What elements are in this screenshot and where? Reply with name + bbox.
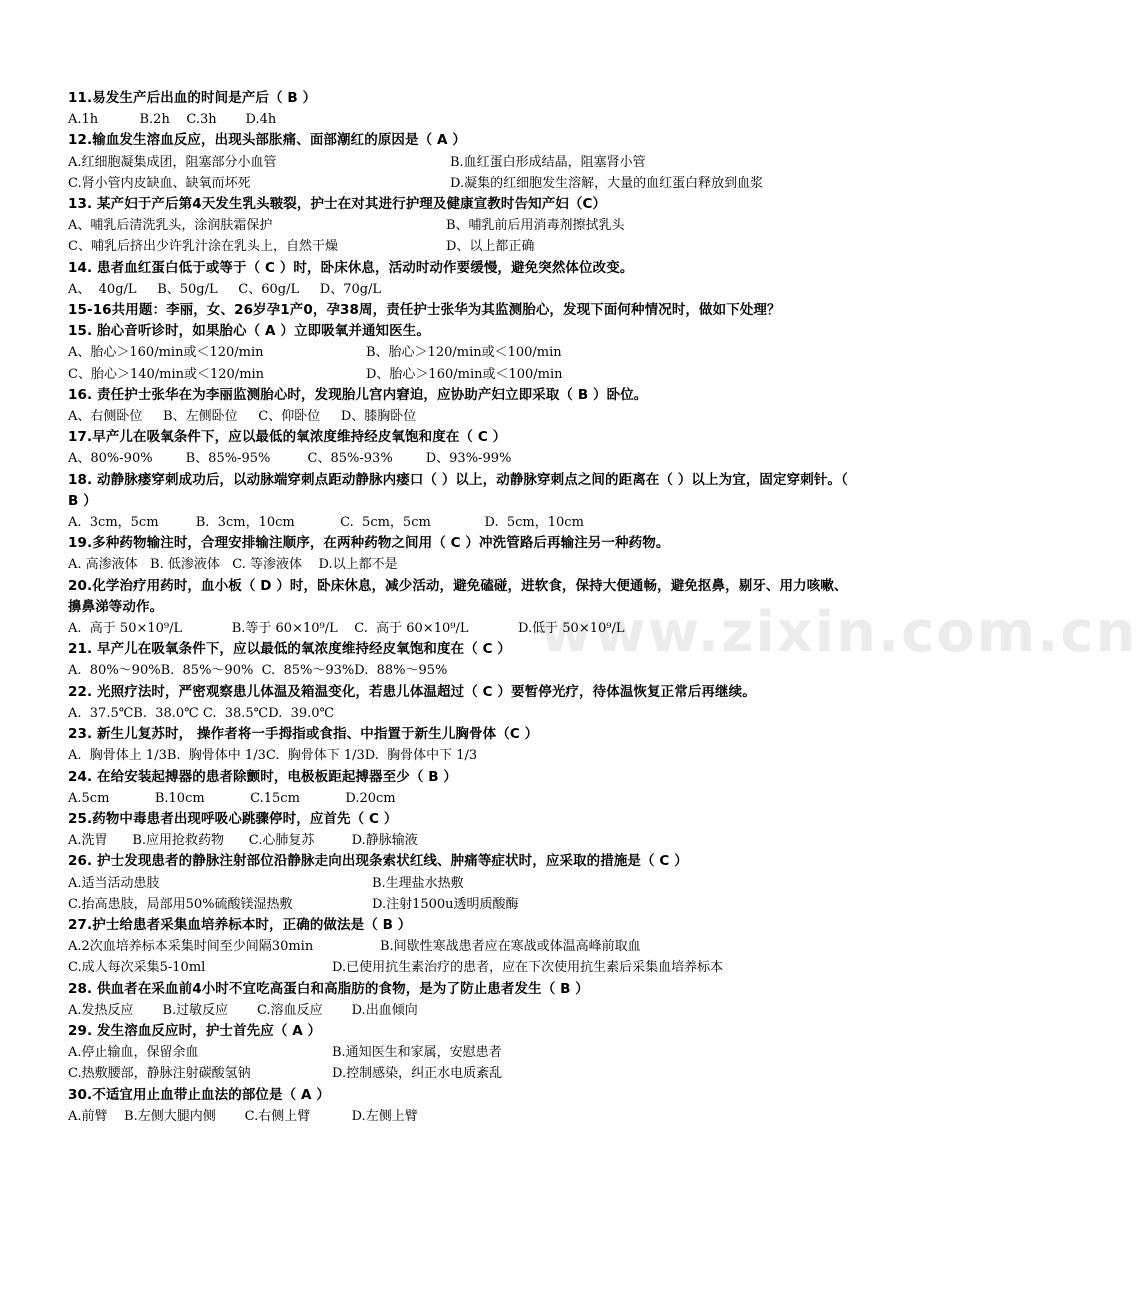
document-page (68, 88, 868, 1127)
option-d: D.已使用抗生素治疗的患者，应在下次使用抗生素后采集血培养标本 (332, 960, 724, 976)
question-20: 20.化学治疗用药时，血小板（ D ）时，卧床休息，减少活动，避免磕碰，进软食，保持大便通畅，避免抠鼻，剔牙、用力咳嗽、擤鼻涕等动作。 (68, 577, 848, 615)
option-b: B、哺乳前后用消毒剂擦拭乳头 (446, 218, 625, 234)
question-21: 21. 早产儿在吸氧条件下，应以最低的氧浓度维持经皮氧饱和度在（ C ） (68, 641, 512, 658)
question-26-options-row2 (68, 894, 868, 915)
question-12-options-row1 (68, 152, 868, 173)
question-13-options-row2 (68, 236, 868, 257)
option-c: C、胎心＞140/min或＜120/min (68, 366, 265, 382)
question-16: 16. 责任护士张华在为李丽监测胎心时，发现胎儿宫内窘迫，应协助产妇立即采取（ B ）卧位。 (68, 386, 648, 403)
option-c: C.成人每次采集5-10ml (68, 960, 206, 976)
option-a: A.适当活动患肢 (68, 875, 160, 891)
question-12: 12.输血发生溶血反应，出现头部胀痛、面部潮红的原因是（ A ） (68, 132, 466, 149)
option-b: B、胎心＞120/min或＜100/min (366, 345, 562, 361)
question-24: 24. 在给安装起搏器的患者除颤时，电极板距起搏器至少（ B ） (68, 768, 458, 785)
question-23-options: A. 胸骨体上 1/3B. 胸骨体中 1/3C. 胸骨体下 1/3D. 胸骨体中下 1/3 (68, 748, 478, 764)
question-11-options: A.1h B.2h C.3h D.4h (68, 112, 277, 128)
question-26: 26. 护士发现患者的静脉注射部位沿静脉走向出现条索状红线、肿痛等症状时，应采取的措施是（ C ） (68, 853, 688, 870)
question-13: 13. 某产妇于产后第4天发生乳头皲裂，护士在对其进行护理及健康宣教时告知产妇（C） (68, 196, 607, 213)
question-11: 11.易发生产后出血的时间是产后（ B ） (68, 90, 317, 106)
question-15-options-row1 (68, 342, 868, 363)
option-d: D、以上都正确 (446, 239, 535, 255)
watermark: www.zixin.com.cn (540, 600, 1138, 665)
option-b: B.间歇性寒战患者应在寒战或体温高峰前取血 (380, 939, 641, 955)
question-15-options-row2 (68, 364, 868, 385)
question-22: 22. 光照疗法时，严密观察患儿体温及箱温变化，若患儿体温超过（ C ）要暂停光疗，待体温恢复正常后再继续。 (68, 683, 756, 700)
question-15: 15. 胎心音听诊时，如果胎心（ A ）立即吸氧并通知医生。 (68, 323, 430, 340)
question-12-options-row2 (68, 173, 868, 194)
question-13-options-row1 (68, 215, 868, 236)
question-29: 29. 发生溶血反应时，护士首先应（ A ） (68, 1022, 322, 1039)
question-25: 25.药物中毒患者出现呼吸心跳骤停时，应首先（ C ） (68, 810, 398, 827)
question-23: 23. 新生儿复苏时， 操作者将一手拇指或食指、中指置于新生儿胸骨体（C ） (68, 726, 539, 743)
question-28: 28. 供血者在采血前4小时不宜吃高蛋白和高脂肪的食物，是为了防止患者发生（ B ） (68, 980, 589, 997)
question-14-options: A、 40g/L B、50g/L C、60g/L D、70g/L (68, 281, 382, 297)
option-a: A.2次血培养标本采集时间至少间隔30min (68, 939, 314, 955)
question-29-options-row2 (68, 1063, 868, 1084)
option-c: C、哺乳后挤出少许乳汁涂在乳头上，自然干燥 (68, 239, 338, 255)
option-c: C.抬高患肢，局部用50%硫酸镁湿热敷 (68, 896, 293, 912)
option-c: C.肾小管内皮缺血、缺氧而坏死 (68, 175, 251, 191)
question-18: 18. 动静脉瘘穿刺成功后，以动脉端穿刺点距动静脉内瘘口（ ）以上，动静脉穿刺点之间的距离在（ ）以上为宜，固定穿刺针。（ B ） (68, 471, 848, 509)
question-30-options: A.前臂 B.左侧大腿内侧 C.右侧上臂 D.左侧上臂 (68, 1108, 418, 1124)
option-a: A.红细胞凝集成团，阻塞部分小血管 (68, 154, 277, 170)
question-27-options-row2 (68, 957, 868, 978)
question-18-options: A. 3cm，5cm B. 3cm，10cm C. 5cm，5cm D. 5cm，10cm (68, 515, 584, 531)
question-17-options: A、80%-90% B、85%-95% C、85%-93% D、93%-99% (68, 451, 512, 467)
option-d: D、胎心＞160/min或＜100/min (366, 366, 563, 382)
option-b: B.血红蛋白形成结晶，阻塞肾小管 (450, 154, 646, 170)
option-a: A、胎心＞160/min或＜120/min (68, 345, 264, 361)
option-c: C.热敷腰部，静脉注射碳酸氢钠 (68, 1066, 251, 1082)
question-24-options: A.5cm B.10cm C.15cm D.20cm (68, 790, 396, 806)
option-b: B.通知医生和家属，安慰患者 (332, 1045, 502, 1061)
question-25-options: A.洗胃 B.应用抢救药物 C.心肺复苏 D.静脉输液 (68, 833, 418, 849)
question-19-options: A. 高渗液体 B. 低渗液体 C. 等渗液体 D.以上都不是 (68, 557, 398, 573)
question-22-options: A. 37.5℃B. 38.0℃ C. 38.5℃D. 39.0℃ (68, 705, 335, 721)
option-d: D.控制感染，纠正水电质紊乱 (332, 1066, 503, 1082)
question-19: 19.多种药物输注时，合理安排输注顺序，在两种药物之间用（ C ）冲洗管路后再输注另一种药物。 (68, 535, 670, 552)
question-14: 14. 患者血红蛋白低于或等于（ C ）时，卧床休息，活动时动作要缓慢，避免突然体位改变。 (68, 259, 634, 276)
question-27: 27.护士给患者采集血培养标本时，正确的做法是（ B ） (68, 916, 412, 933)
question-20-options: A. 高于 50×10⁹/L B.等于 60×10⁹/L C. 高于 60×10⁹/L D.低于 50×10⁹/L (68, 621, 625, 637)
option-d: D.注射1500u透明质酸酶 (372, 896, 519, 912)
question-29-options-row1 (68, 1042, 868, 1063)
question-27-options-row1 (68, 936, 868, 957)
option-d: D.凝集的红细胞发生溶解，大量的血红蛋白释放到血浆 (450, 175, 764, 191)
question-30: 30.不适宜用止血带止血法的部位是（ A ） (68, 1086, 330, 1103)
question-21-options: A. 80%～90%B. 85%～90% C. 85%～93%D. 88%～95% (68, 663, 448, 679)
question-15-16-shared: 15-16共用题：李丽，女、26岁孕1产0，孕38周，责任护士张华为其监测胎心，发现下面何种情况时，做如下处理？ (68, 302, 781, 319)
question-17: 17.早产儿在吸氧条件下，应以最低的氧浓度维持经皮氧饱和度在（ C ） (68, 429, 507, 446)
option-a: A.停止输血，保留余血 (68, 1045, 199, 1061)
option-b: B.生理盐水热敷 (372, 875, 464, 891)
question-26-options-row1 (68, 873, 868, 894)
question-28-options: A.发热反应 B.过敏反应 C.溶血反应 D.出血倾向 (68, 1002, 418, 1018)
option-a: A、哺乳后清洗乳头，涂润肤霜保护 (68, 218, 273, 234)
question-16-options: A、右侧卧位 B、左侧卧位 C、仰卧位 D、膝胸卧位 (68, 409, 417, 425)
